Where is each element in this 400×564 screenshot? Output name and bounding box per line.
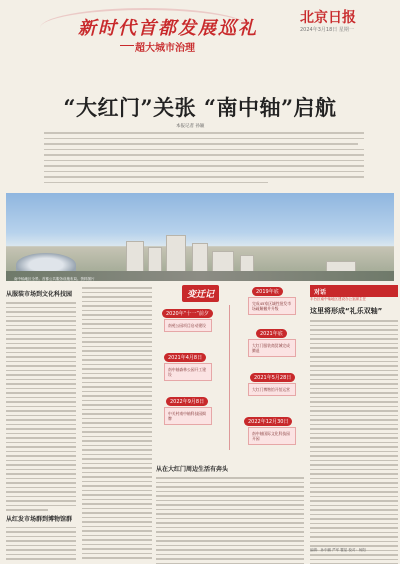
series-title: 新时代首都发展巡礼 <box>78 18 258 39</box>
timeline-year: 2020年“十一”前夕 <box>162 309 213 318</box>
timeline-card: 南中轴国际文化科技园开园 <box>248 427 296 445</box>
article-headline: “大红门”关张 “南中轴”启航 <box>63 95 337 120</box>
issue-date: 2024年3月18日 星期一 <box>300 27 354 33</box>
timeline-badge: 变迁记 <box>182 285 219 302</box>
dialogue-title: 这里将形成“礼乐双轴” <box>310 307 383 315</box>
timeline-card: 南苑公园项目启动建设 <box>164 319 212 332</box>
timeline-card: 南中轴森林公园开工建设 <box>164 363 212 381</box>
timeline-card: 大红门博物馆开馆运营 <box>248 383 296 396</box>
page-header <box>0 0 400 60</box>
timeline-year: 2021年5月28日 <box>250 373 295 382</box>
timeline-year: 2022年9月8日 <box>166 397 208 406</box>
article-column-1 <box>6 287 76 563</box>
timeline-card: 中关村南中轴科技园揭牌 <box>164 407 212 425</box>
article-column-2 <box>82 287 152 562</box>
interviewee-kicker: 丰台区南中轴地区建设办公室副主任 <box>310 297 366 301</box>
dialogue-badge: 对话 <box>310 285 398 297</box>
timeline-spine <box>229 305 230 450</box>
section-heading-3: 从在大红门周边生活有奔头 <box>156 466 229 473</box>
page-footer-credits: 编辑：孙中鹏 严军 瞿星 校对：杨阳 <box>310 548 366 552</box>
article-byline: 本报记者 孙颖 <box>176 124 205 129</box>
timeline-year: 2021年4月8日 <box>164 353 206 362</box>
timeline-year: 2021年底 <box>256 329 287 338</box>
newspaper-name: 北京日报 <box>300 10 356 26</box>
panorama-photo <box>6 193 394 281</box>
dialogue-column <box>310 285 398 564</box>
photo-caption: 南中轴地区全景。首都公共服务设施布局。资料图片 <box>14 277 95 281</box>
timeline-year: 2019年底 <box>252 287 283 296</box>
lead-paragraph <box>44 132 364 187</box>
dialogue-text <box>310 320 398 564</box>
timeline-infographic <box>156 285 304 455</box>
series-subtitle: 超大城市治理 <box>135 43 195 54</box>
timeline-card: 大红门服装商贸城完成腾退 <box>248 339 296 357</box>
article-column-3 <box>156 462 304 564</box>
subtitle-dash <box>120 45 134 46</box>
timeline-card: 完成45家区域性批发市场疏解撤并升级 <box>248 297 296 315</box>
timeline-year: 2022年12月30日 <box>244 417 292 426</box>
section-heading-1: 从服装市场到文化科技园 <box>6 291 73 298</box>
section-heading-2: 从红发市场群到博物馆群 <box>6 515 73 523</box>
